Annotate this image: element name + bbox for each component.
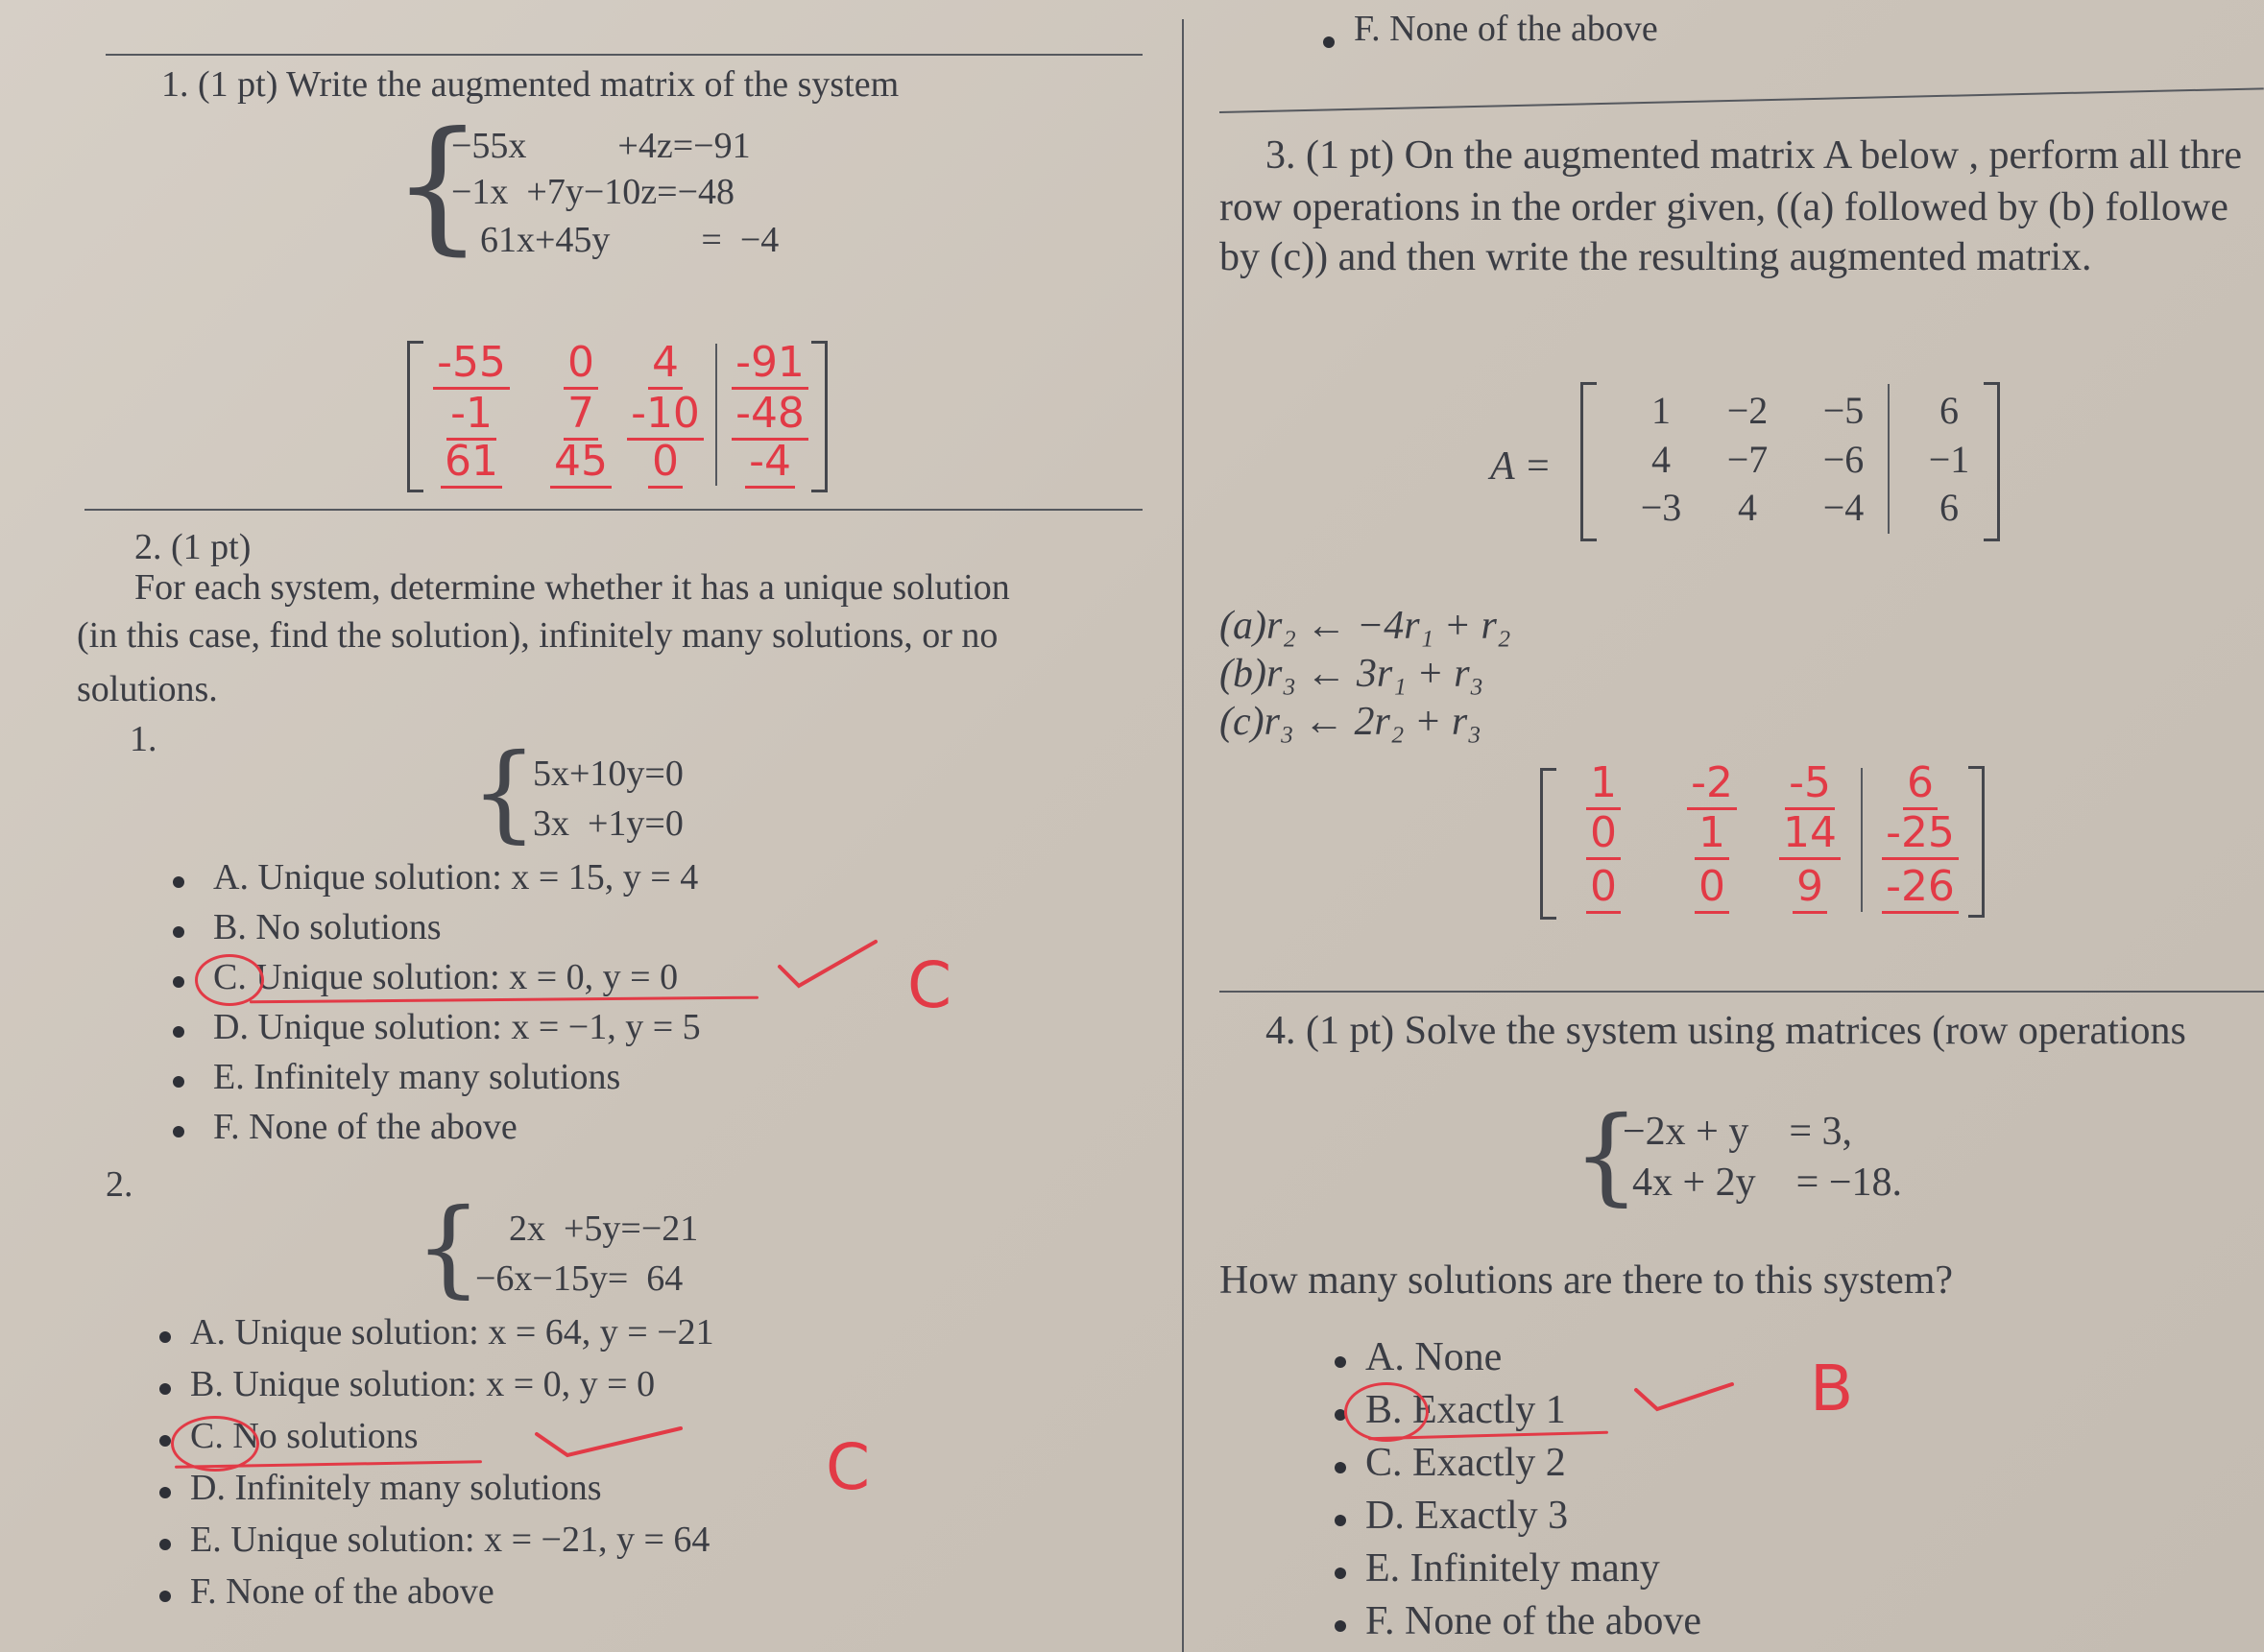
q3-operation-c: (c)r₃ ← 2r₂ + r₃ bbox=[1219, 700, 1481, 744]
column-divider bbox=[1182, 19, 1184, 1652]
q3-matrix-label: A = bbox=[1490, 444, 1552, 489]
q2-part1-checkmark bbox=[776, 936, 881, 994]
option-d: D. Exactly 3 bbox=[1365, 1494, 1569, 1538]
q3-hw-cell-r2c1: 0 bbox=[1560, 808, 1647, 857]
q3-matrix-cell-r3c4: 6 bbox=[1939, 486, 1959, 529]
q2-part1-handwritten-answer: C bbox=[907, 948, 952, 1022]
q1-answer-augment-bar bbox=[715, 344, 717, 486]
q4-system-brace: { bbox=[1573, 1093, 1640, 1216]
q1-answer-bracket-left bbox=[407, 341, 423, 492]
option-bullet bbox=[173, 1026, 184, 1038]
q2-part1-equation-2: 3x +1y=0 bbox=[533, 803, 684, 844]
q1-answer-bracket-right bbox=[811, 341, 828, 492]
q3-matrix-cell-r2c4: −1 bbox=[1928, 438, 1970, 481]
q2-prompt-line3: solutions. bbox=[77, 669, 218, 709]
q2-part2-brace: { bbox=[415, 1185, 482, 1308]
q3-matrix-cell-r1c2: −2 bbox=[1726, 389, 1769, 432]
q4-handwritten-answer: B bbox=[1810, 1352, 1854, 1425]
option-bullet bbox=[173, 1126, 184, 1137]
q1-hw-cell-r1c4: -91 bbox=[727, 338, 813, 387]
q1-hw-cell-r3c1: 61 bbox=[428, 437, 515, 486]
option-bullet bbox=[159, 1539, 171, 1550]
option-bullet bbox=[173, 926, 184, 938]
option-bullet bbox=[159, 1331, 171, 1343]
q3-matrix-bracket-left bbox=[1580, 382, 1597, 541]
q1-hw-cell-r1c1: -55 bbox=[428, 338, 515, 387]
rule-top-left bbox=[106, 54, 1143, 56]
rule-q3 bbox=[1219, 87, 2264, 113]
option-f: F. None of the above bbox=[190, 1571, 494, 1612]
option-c: C. Unique solution: x = 0, y = 0 bbox=[213, 957, 679, 997]
q4-header: 4. (1 pt) Solve the system using matrices (row operations bbox=[1265, 1009, 2186, 1053]
option-e: E. Infinitely many bbox=[1365, 1546, 1660, 1591]
option-a: A. Unique solution: x = 15, y = 4 bbox=[213, 857, 699, 898]
option-e: E. Unique solution: x = −21, y = 64 bbox=[190, 1520, 711, 1560]
q3-operation-a: (a)r₂ ← −4r₁ + r₂ bbox=[1219, 604, 1511, 648]
q1-hw-cell-r2c1: -1 bbox=[428, 389, 515, 438]
q3-hw-cell-r2c4: -25 bbox=[1877, 808, 1963, 857]
q3-hw-cell-r3c1: 0 bbox=[1560, 862, 1647, 911]
q2-header: 2. (1 pt) bbox=[134, 527, 252, 567]
q3-hw-cell-r1c3: -5 bbox=[1767, 758, 1853, 807]
q3-matrix-cell-r2c1: 4 bbox=[1651, 438, 1671, 481]
q4-answer-circle bbox=[1344, 1382, 1429, 1442]
option-b: B. Unique solution: x = 0, y = 0 bbox=[190, 1364, 656, 1404]
q2-prompt-line2: (in this case, find the solution), infinitely many solutions, or no bbox=[77, 615, 999, 656]
q2-prompt-line1: For each system, determine whether it has a unique solution bbox=[134, 567, 1010, 608]
q4-equation-1: −2x + y = 3, bbox=[1623, 1110, 1853, 1154]
q3-matrix-cell-r2c2: −7 bbox=[1726, 438, 1769, 481]
option-b: B. Exactly 1 bbox=[1365, 1388, 1566, 1432]
q3-matrix-cell-r1c4: 6 bbox=[1939, 389, 1959, 432]
q2-part1-answer-circle bbox=[195, 954, 264, 1006]
option-bullet bbox=[159, 1383, 171, 1395]
option-f: F. None of the above bbox=[1365, 1599, 1702, 1643]
q2-part2-checkmark bbox=[533, 1421, 686, 1469]
q4-checkmark bbox=[1632, 1375, 1738, 1423]
q1-hw-cell-r2c3: -10 bbox=[622, 389, 709, 438]
q3-answer-bracket-left bbox=[1540, 768, 1556, 920]
option-bullet bbox=[1335, 1515, 1346, 1526]
q3-hw-cell-r2c3: 14 bbox=[1767, 808, 1853, 857]
q3-operation-b: (b)r₃ ← 3r₁ + r₃ bbox=[1219, 652, 1484, 696]
option-b: B. No solutions bbox=[213, 907, 442, 947]
q3-matrix-cell-r1c1: 1 bbox=[1651, 389, 1671, 432]
q3-hw-cell-r1c4: 6 bbox=[1877, 758, 1963, 807]
option-bullet bbox=[1335, 1356, 1346, 1368]
q3-line2: row operations in the order given, ((a) followed by (b) followe bbox=[1219, 185, 2228, 229]
q1-hw-cell-r3c4: -4 bbox=[727, 437, 813, 486]
q3-answer-augment-bar bbox=[1861, 768, 1863, 912]
q3-matrix-cell-r3c2: 4 bbox=[1738, 486, 1757, 529]
option-bullet bbox=[173, 1076, 184, 1088]
option-bullet bbox=[159, 1435, 171, 1447]
q3-answer-bracket-right bbox=[1968, 766, 1985, 918]
q2-part2-number: 2. bbox=[106, 1164, 133, 1205]
q4-question: How many solutions are there to this system? bbox=[1219, 1258, 1954, 1303]
q2-part1-number: 1. bbox=[130, 719, 157, 759]
q3-hw-cell-r3c2: 0 bbox=[1669, 862, 1755, 911]
q2-part1-brace: { bbox=[470, 730, 538, 853]
q1-equation-2: −1x +7y−10z=−48 bbox=[451, 172, 735, 212]
top-option-bullet bbox=[1323, 36, 1335, 48]
option-a: A. Unique solution: x = 64, y = −21 bbox=[190, 1312, 714, 1353]
q3-hw-cell-r2c2: 1 bbox=[1669, 808, 1755, 857]
option-f: F. None of the above bbox=[213, 1107, 518, 1147]
q2-part2-answer-circle bbox=[171, 1416, 259, 1472]
option-bullet bbox=[173, 876, 184, 888]
q3-matrix-augment-bar bbox=[1888, 384, 1890, 534]
q1-equation-1: −55x +4z=−91 bbox=[451, 126, 751, 166]
q3-hw-cell-r3c3: 9 bbox=[1767, 862, 1853, 911]
option-bullet bbox=[1335, 1462, 1346, 1473]
option-c: C. No solutions bbox=[190, 1416, 419, 1456]
q1-hw-cell-r2c4: -48 bbox=[727, 389, 813, 438]
q2-part1-equation-1: 5x+10y=0 bbox=[533, 754, 684, 794]
q3-matrix-cell-r3c1: −3 bbox=[1640, 486, 1682, 529]
rule-q4 bbox=[1219, 991, 2264, 993]
option-bullet bbox=[159, 1591, 171, 1602]
q1-hw-cell-r2c2: 7 bbox=[538, 389, 624, 438]
q3-matrix-cell-r2c3: −6 bbox=[1822, 438, 1865, 481]
q2-part2-equation-1: 2x +5y=−21 bbox=[509, 1209, 699, 1249]
rule-q2 bbox=[84, 509, 1143, 511]
q1-hw-cell-r3c3: 0 bbox=[622, 437, 709, 486]
q2-part2-equation-2: −6x−15y= 64 bbox=[475, 1258, 684, 1299]
q2-part2-handwritten-answer: C bbox=[826, 1430, 871, 1504]
option-e: E. Infinitely many solutions bbox=[213, 1057, 621, 1097]
q1-equation-3: 61x+45y = −4 bbox=[480, 220, 780, 260]
q3-line3: by (c)) and then write the resulting augmented matrix. bbox=[1219, 235, 2092, 279]
option-bullet bbox=[173, 976, 184, 988]
q3-matrix-cell-r3c3: −4 bbox=[1822, 486, 1865, 529]
q3-hw-cell-r1c1: 1 bbox=[1560, 758, 1647, 807]
q1-hw-cell-r1c3: 4 bbox=[622, 338, 709, 387]
q3-hw-cell-r1c2: -2 bbox=[1669, 758, 1755, 807]
option-bullet bbox=[159, 1487, 171, 1498]
top-option-f: F. None of the above bbox=[1354, 9, 1658, 49]
option-d: D. Unique solution: x = −1, y = 5 bbox=[213, 1007, 701, 1047]
q1-header: 1. (1 pt) Write the augmented matrix of the system bbox=[161, 64, 900, 105]
option-bullet bbox=[1335, 1620, 1346, 1632]
option-a: A. None bbox=[1365, 1335, 1503, 1379]
option-bullet bbox=[1335, 1568, 1346, 1579]
q3-matrix-cell-r1c3: −5 bbox=[1822, 389, 1865, 432]
option-c: C. Exactly 2 bbox=[1365, 1441, 1566, 1485]
q1-hw-cell-r1c2: 0 bbox=[538, 338, 624, 387]
q3-hw-cell-r3c4: -26 bbox=[1877, 862, 1963, 911]
option-d: D. Infinitely many solutions bbox=[190, 1468, 602, 1508]
q1-system-brace: { bbox=[392, 102, 484, 269]
q1-hw-cell-r3c2: 45 bbox=[538, 437, 624, 486]
q3-line1: 3. (1 pt) On the augmented matrix A below , perform all thre bbox=[1265, 133, 2243, 178]
q4-equation-2: 4x + 2y = −18. bbox=[1632, 1161, 1903, 1205]
